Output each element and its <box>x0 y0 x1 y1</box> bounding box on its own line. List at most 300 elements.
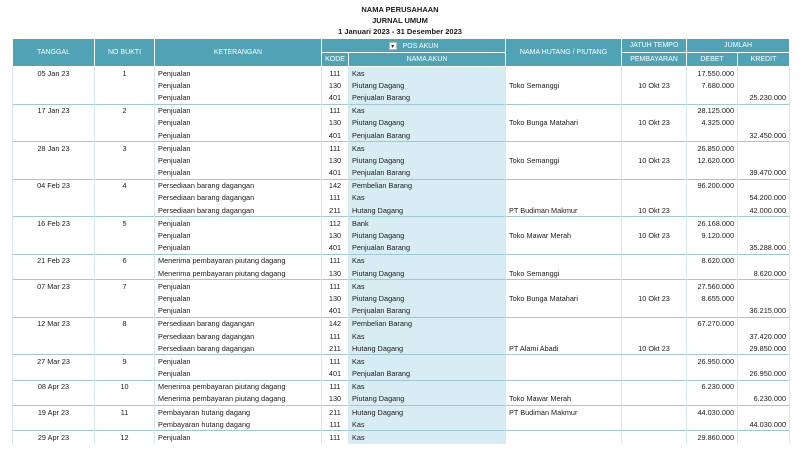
cell-jatuh-tempo[interactable] <box>622 67 687 80</box>
cell-kredit[interactable] <box>738 380 790 393</box>
cell-kode[interactable]: 130 <box>322 292 349 304</box>
cell-keterangan[interactable]: Penjualan <box>155 142 322 155</box>
cell-kode[interactable]: 401 <box>322 368 349 381</box>
table-row <box>13 129 790 142</box>
cell-debet[interactable] <box>687 342 738 355</box>
cell-kredit[interactable]: 8.620.000 <box>738 267 790 280</box>
cell-tanggal[interactable] <box>13 79 95 91</box>
col-kode[interactable]: KODE <box>322 53 349 67</box>
cell-tanggal[interactable]: 08 Apr 23 <box>13 380 95 393</box>
table-row <box>13 217 790 230</box>
cell-jatuh-tempo[interactable] <box>622 142 687 155</box>
cell-kode[interactable]: 111 <box>322 280 349 293</box>
cell-nama-akun[interactable]: Kas <box>349 280 506 293</box>
report-title: JURNAL UMUM <box>372 16 428 25</box>
cell-nama-akun[interactable]: Kas <box>349 330 506 342</box>
table-row <box>13 91 790 104</box>
company-name: NAMA PERUSAHAAN <box>361 5 439 14</box>
cell-nama-hutang-piutang[interactable] <box>506 431 622 444</box>
cell-debet[interactable]: 26.850.000 <box>687 142 738 155</box>
cell-nama-hutang-piutang[interactable]: PT Alami Abadi <box>506 342 622 355</box>
cell-kredit[interactable]: 29.850.000 <box>738 342 790 355</box>
cell-no-bukti[interactable]: 6 <box>95 254 155 267</box>
col-keterangan[interactable]: KETERANGAN <box>155 39 322 67</box>
cell-debet[interactable] <box>687 242 738 255</box>
cell-no-bukti[interactable] <box>95 129 155 142</box>
cell-debet[interactable]: 8.620.000 <box>687 254 738 267</box>
table-row <box>13 280 790 293</box>
cell-tanggal[interactable] <box>13 368 95 381</box>
cell-nama-akun[interactable]: Penjualan Barang <box>349 368 506 381</box>
cell-tanggal[interactable]: 12 Mar 23 <box>13 317 95 330</box>
cell-keterangan[interactable]: Penjualan <box>155 431 322 444</box>
cell-kode[interactable]: 142 <box>322 317 349 330</box>
cell-no-bukti[interactable] <box>95 393 155 406</box>
cell-nama-akun[interactable]: Hutang Dagang <box>349 204 506 217</box>
cell-nama-hutang-piutang[interactable] <box>506 305 622 318</box>
cell-keterangan[interactable]: Persediaan barang dagangan <box>155 179 322 192</box>
cell-debet[interactable] <box>687 192 738 204</box>
cell-kode[interactable]: 111 <box>322 142 349 155</box>
cell-jatuh-tempo[interactable]: 10 Okt 23 <box>622 229 687 241</box>
cell-kode[interactable]: 211 <box>322 406 349 419</box>
cell-kode[interactable]: 130 <box>322 154 349 166</box>
cell-debet[interactable] <box>687 91 738 104</box>
cell-tanggal[interactable]: 07 Mar 23 <box>13 280 95 293</box>
cell-jatuh-tempo[interactable] <box>622 192 687 204</box>
filter-dropdown-icon[interactable]: ▾ <box>389 42 397 50</box>
cell-jatuh-tempo[interactable] <box>622 179 687 192</box>
cell-jatuh-tempo[interactable] <box>622 393 687 406</box>
cell-no-bukti[interactable]: 9 <box>95 355 155 368</box>
cell-jatuh-tempo[interactable] <box>622 380 687 393</box>
cell-kode[interactable]: 111 <box>322 380 349 393</box>
cell-nama-hutang-piutang[interactable] <box>506 242 622 255</box>
cell-jatuh-tempo[interactable] <box>622 355 687 368</box>
cell-no-bukti[interactable]: 3 <box>95 142 155 155</box>
cell-tanggal[interactable] <box>13 167 95 180</box>
cell-debet[interactable] <box>687 418 738 431</box>
cell-nama-akun[interactable]: Penjualan Barang <box>349 305 506 318</box>
cell-nama-hutang-piutang[interactable] <box>506 368 622 381</box>
cell-keterangan[interactable]: Penjualan <box>155 129 322 142</box>
cell-keterangan[interactable]: Pembayaran hutang dagang <box>155 406 322 419</box>
cell-nama-akun[interactable]: Hutang Dagang <box>349 406 506 419</box>
cell-tanggal[interactable] <box>13 292 95 304</box>
cell-nama-akun[interactable]: Kas <box>349 142 506 155</box>
cell-tanggal[interactable]: 04 Feb 23 <box>13 179 95 192</box>
cell-keterangan[interactable]: Penjualan <box>155 368 322 381</box>
cell-nama-hutang-piutang[interactable] <box>506 104 622 117</box>
cell-nama-akun[interactable]: Piutang Dagang <box>349 292 506 304</box>
cell-jatuh-tempo[interactable] <box>622 104 687 117</box>
cell-kredit[interactable]: 25.230.000 <box>738 91 790 104</box>
cell-keterangan[interactable]: Penjualan <box>155 67 322 80</box>
cell-nama-akun[interactable]: Pembelian Barang <box>349 179 506 192</box>
cell-nama-akun[interactable]: Kas <box>349 254 506 267</box>
cell-no-bukti[interactable]: 5 <box>95 217 155 230</box>
cell-kredit[interactable]: 44.030.000 <box>738 418 790 431</box>
cell-tanggal[interactable]: 27 Mar 23 <box>13 355 95 368</box>
cell-keterangan[interactable]: Persediaan barang dagangan <box>155 342 322 355</box>
cell-nama-akun[interactable]: Penjualan Barang <box>349 91 506 104</box>
report-header <box>0 0 800 34</box>
cell-no-bukti[interactable] <box>95 342 155 355</box>
cell-kode[interactable]: 111 <box>322 355 349 368</box>
cell-jatuh-tempo[interactable] <box>622 167 687 180</box>
cell-nama-hutang-piutang[interactable]: Toko Bunga Matahari <box>506 117 622 129</box>
cell-kredit[interactable] <box>738 142 790 155</box>
cell-debet[interactable]: 26.168.000 <box>687 217 738 230</box>
cell-kredit[interactable]: 37.420.000 <box>738 330 790 342</box>
cell-kode[interactable]: 401 <box>322 305 349 318</box>
cell-kode[interactable]: 401 <box>322 242 349 255</box>
table-row <box>13 380 790 393</box>
cell-keterangan[interactable]: Menerima pembayaran piutang dagang <box>155 254 322 267</box>
cell-no-bukti[interactable]: 2 <box>95 104 155 117</box>
cell-nama-hutang-piutang[interactable]: Toko Mawar Merah <box>506 229 622 241</box>
cell-kode[interactable]: 401 <box>322 167 349 180</box>
cell-debet[interactable]: 67.270.000 <box>687 317 738 330</box>
cell-nama-akun[interactable]: Piutang Dagang <box>349 229 506 241</box>
cell-keterangan[interactable]: Penjualan <box>155 117 322 129</box>
cell-kode[interactable]: 111 <box>322 104 349 117</box>
col-tanggal[interactable]: TANGGAL <box>13 39 95 67</box>
cell-kode[interactable]: 142 <box>322 179 349 192</box>
cell-debet[interactable]: 28.125.000 <box>687 104 738 117</box>
cell-debet[interactable] <box>687 330 738 342</box>
cell-nama-akun[interactable]: Hutang Dagang <box>349 342 506 355</box>
cell-debet[interactable]: 6.230.000 <box>687 380 738 393</box>
cell-no-bukti[interactable] <box>95 154 155 166</box>
cell-nama-hutang-piutang[interactable] <box>506 330 622 342</box>
cell-kredit[interactable]: 54.200.000 <box>738 192 790 204</box>
cell-keterangan[interactable]: Penjualan <box>155 229 322 241</box>
table-row <box>13 342 790 355</box>
cell-nama-akun[interactable]: Kas <box>349 380 506 393</box>
cell-kredit[interactable]: 26.950.000 <box>738 368 790 381</box>
col-jatuh-tempo[interactable]: JATUH TEMPO <box>622 39 687 53</box>
cell-kode[interactable]: 401 <box>322 91 349 104</box>
cell-nama-hutang-piutang[interactable] <box>506 380 622 393</box>
cell-debet[interactable] <box>687 368 738 381</box>
cell-no-bukti[interactable] <box>95 192 155 204</box>
cell-tanggal[interactable] <box>13 154 95 166</box>
col-nama-hutang-piutang[interactable]: NAMA HUTANG / PIUTANG <box>506 39 622 67</box>
cell-tanggal[interactable] <box>13 129 95 142</box>
cell-tanggal[interactable]: 29 Apr 23 <box>13 431 95 444</box>
cell-jatuh-tempo[interactable] <box>622 317 687 330</box>
cell-kredit[interactable]: 6.230.000 <box>738 393 790 406</box>
cell-jatuh-tempo[interactable] <box>622 368 687 381</box>
cell-kredit[interactable] <box>738 154 790 166</box>
cell-debet[interactable]: 12.620.000 <box>687 154 738 166</box>
cell-kredit[interactable]: 32.450.000 <box>738 129 790 142</box>
cell-tanggal[interactable]: 05 Jan 23 <box>13 67 95 80</box>
cell-jatuh-tempo[interactable]: 10 Okt 23 <box>622 204 687 217</box>
cell-nama-hutang-piutang[interactable] <box>506 217 622 230</box>
cell-jatuh-tempo[interactable] <box>622 267 687 280</box>
cell-kredit[interactable] <box>738 67 790 80</box>
cell-kredit[interactable] <box>738 355 790 368</box>
cell-nama-hutang-piutang[interactable]: Toko Mawar Merah <box>506 393 622 406</box>
cell-kredit[interactable] <box>738 217 790 230</box>
cell-kode[interactable]: 211 <box>322 342 349 355</box>
cell-keterangan[interactable]: Penjualan <box>155 292 322 304</box>
cell-tanggal[interactable] <box>13 91 95 104</box>
cell-kode[interactable]: 130 <box>322 79 349 91</box>
table-row <box>13 267 790 280</box>
col-kredit[interactable]: KREDIT <box>738 53 790 67</box>
table-row <box>13 117 790 129</box>
cell-tanggal[interactable] <box>13 204 95 217</box>
cell-jatuh-tempo[interactable] <box>622 217 687 230</box>
cell-kredit[interactable]: 42.000.000 <box>738 204 790 217</box>
table-row <box>13 305 790 318</box>
cell-kode[interactable]: 111 <box>322 254 349 267</box>
cell-jatuh-tempo[interactable] <box>622 254 687 267</box>
cell-nama-akun[interactable]: Kas <box>349 192 506 204</box>
cell-kode[interactable]: 112 <box>322 217 349 230</box>
cell-nama-akun[interactable]: Kas <box>349 418 506 431</box>
cell-kode[interactable]: 111 <box>322 330 349 342</box>
cell-jatuh-tempo[interactable] <box>622 242 687 255</box>
cell-tanggal[interactable] <box>13 342 95 355</box>
col-jumlah[interactable]: JUMLAH <box>687 39 790 53</box>
cell-kredit[interactable] <box>738 229 790 241</box>
cell-nama-akun[interactable]: Piutang Dagang <box>349 154 506 166</box>
cell-nama-hutang-piutang[interactable]: PT Budiman Makmur <box>506 204 622 217</box>
cell-debet[interactable]: 44.030.000 <box>687 406 738 419</box>
cell-no-bukti[interactable]: 8 <box>95 317 155 330</box>
cell-tanggal[interactable] <box>13 418 95 431</box>
report-period: 1 Januari 2023 - 31 Desember 2023 <box>338 27 462 36</box>
cell-kredit[interactable] <box>738 117 790 129</box>
cell-tanggal[interactable] <box>13 267 95 280</box>
cell-tanggal[interactable]: 19 Apr 23 <box>13 406 95 419</box>
cell-nama-akun[interactable]: Piutang Dagang <box>349 117 506 129</box>
cell-keterangan[interactable]: Pembayaran hutang dagang <box>155 418 322 431</box>
cell-keterangan[interactable]: Penjualan <box>155 305 322 318</box>
cell-jatuh-tempo[interactable] <box>622 330 687 342</box>
cell-nama-hutang-piutang[interactable]: Toko Bunga Matahari <box>506 292 622 304</box>
cell-nama-hutang-piutang[interactable] <box>506 192 622 204</box>
cell-kredit[interactable]: 35.288.000 <box>738 242 790 255</box>
cell-keterangan[interactable]: Penjualan <box>155 355 322 368</box>
cell-no-bukti[interactable] <box>95 418 155 431</box>
table-row <box>13 104 790 117</box>
cell-no-bukti[interactable] <box>95 242 155 255</box>
cell-keterangan[interactable]: Persediaan barang dagangan <box>155 330 322 342</box>
cell-no-bukti[interactable] <box>95 167 155 180</box>
cell-kode[interactable]: 111 <box>322 67 349 80</box>
cell-tanggal[interactable]: 16 Feb 23 <box>13 217 95 230</box>
cell-jatuh-tempo[interactable] <box>622 280 687 293</box>
cell-nama-hutang-piutang[interactable]: PT Budiman Makmur <box>506 406 622 419</box>
cell-nama-hutang-piutang[interactable] <box>506 142 622 155</box>
cell-keterangan[interactable]: Penjualan <box>155 79 322 91</box>
cell-debet[interactable]: 7.680.000 <box>687 79 738 91</box>
cell-nama-hutang-piutang[interactable] <box>506 167 622 180</box>
cell-jatuh-tempo[interactable]: 10 Okt 23 <box>622 292 687 304</box>
cell-nama-hutang-piutang[interactable] <box>506 280 622 293</box>
cell-nama-hutang-piutang[interactable]: Toko Semanggi <box>506 154 622 166</box>
cell-debet[interactable]: 17.550.000 <box>687 67 738 80</box>
cell-keterangan[interactable]: Menerima pembayaran piutang dagang <box>155 393 322 406</box>
cell-no-bukti[interactable] <box>95 91 155 104</box>
cell-jatuh-tempo[interactable] <box>622 305 687 318</box>
cell-keterangan[interactable]: Penjualan <box>155 167 322 180</box>
cell-kredit[interactable] <box>738 317 790 330</box>
cell-nama-hutang-piutang[interactable] <box>506 129 622 142</box>
cell-keterangan[interactable]: Penjualan <box>155 104 322 117</box>
cell-no-bukti[interactable] <box>95 368 155 381</box>
cell-debet[interactable]: 4.325.000 <box>687 117 738 129</box>
cell-kredit[interactable] <box>738 254 790 267</box>
cell-nama-akun[interactable]: Penjualan Barang <box>349 242 506 255</box>
cell-nama-akun[interactable]: Kas <box>349 355 506 368</box>
cell-keterangan[interactable]: Persediaan barang dagangan <box>155 317 322 330</box>
col-pos-akun[interactable] <box>322 39 506 53</box>
cell-nama-hutang-piutang[interactable] <box>506 179 622 192</box>
cell-kode[interactable]: 111 <box>322 192 349 204</box>
cell-no-bukti[interactable] <box>95 229 155 241</box>
cell-debet[interactable] <box>687 167 738 180</box>
cell-kredit[interactable] <box>738 292 790 304</box>
col-nama-akun[interactable]: NAMA AKUN <box>349 53 506 67</box>
cell-nama-hutang-piutang[interactable] <box>506 418 622 431</box>
cell-nama-akun[interactable]: Bank <box>349 217 506 230</box>
cell-kode[interactable]: 130 <box>322 117 349 129</box>
cell-debet[interactable]: 26.950.000 <box>687 355 738 368</box>
cell-keterangan[interactable]: Penjualan <box>155 280 322 293</box>
cell-debet[interactable] <box>687 393 738 406</box>
cell-nama-akun[interactable]: Piutang Dagang <box>349 267 506 280</box>
col-no-bukti[interactable]: NO BUKTI <box>95 39 155 67</box>
cell-jatuh-tempo[interactable] <box>622 406 687 419</box>
cell-tanggal[interactable] <box>13 330 95 342</box>
cell-no-bukti[interactable]: 1 <box>95 67 155 80</box>
cell-kode[interactable]: 111 <box>322 418 349 431</box>
table-row <box>13 431 790 444</box>
cell-no-bukti[interactable]: 10 <box>95 380 155 393</box>
cell-jatuh-tempo[interactable]: 10 Okt 23 <box>622 79 687 91</box>
cell-kredit[interactable] <box>738 280 790 293</box>
cell-nama-hutang-piutang[interactable] <box>506 355 622 368</box>
cell-no-bukti[interactable]: 7 <box>95 280 155 293</box>
cell-debet[interactable] <box>687 129 738 142</box>
cell-keterangan[interactable]: Penjualan <box>155 154 322 166</box>
cell-nama-akun[interactable]: Kas <box>349 431 506 444</box>
cell-keterangan[interactable]: Penjualan <box>155 91 322 104</box>
cell-kredit[interactable] <box>738 79 790 91</box>
cell-no-bukti[interactable] <box>95 267 155 280</box>
table-row <box>13 142 790 155</box>
cell-kredit[interactable]: 39.470.000 <box>738 167 790 180</box>
cell-tanggal[interactable] <box>13 393 95 406</box>
cell-no-bukti[interactable]: 4 <box>95 179 155 192</box>
cell-no-bukti[interactable] <box>95 292 155 304</box>
cell-keterangan[interactable]: Penjualan <box>155 217 322 230</box>
cell-nama-hutang-piutang[interactable] <box>506 317 622 330</box>
cell-kredit[interactable] <box>738 431 790 444</box>
cell-kredit[interactable] <box>738 406 790 419</box>
cell-kredit[interactable]: 36.215.000 <box>738 305 790 318</box>
cell-jatuh-tempo[interactable] <box>622 418 687 431</box>
cell-tanggal[interactable] <box>13 305 95 318</box>
cell-no-bukti[interactable] <box>95 79 155 91</box>
col-pembayaran[interactable]: PEMBAYARAN <box>622 53 687 67</box>
cell-no-bukti[interactable]: 11 <box>95 406 155 419</box>
cell-keterangan[interactable]: Penjualan <box>155 242 322 255</box>
col-debet[interactable]: DEBET <box>687 53 738 67</box>
cell-kredit[interactable] <box>738 104 790 117</box>
cell-kode[interactable]: 130 <box>322 267 349 280</box>
cell-debet[interactable]: 27.560.000 <box>687 280 738 293</box>
cell-tanggal[interactable] <box>13 229 95 241</box>
cell-jatuh-tempo[interactable]: 10 Okt 23 <box>622 154 687 166</box>
cell-jatuh-tempo[interactable] <box>622 431 687 444</box>
cell-kode[interactable]: 111 <box>322 431 349 444</box>
cell-no-bukti[interactable] <box>95 330 155 342</box>
cell-nama-akun[interactable]: Pembelian Barang <box>349 317 506 330</box>
cell-nama-hutang-piutang[interactable] <box>506 91 622 104</box>
cell-nama-hutang-piutang[interactable] <box>506 254 622 267</box>
cell-keterangan[interactable]: Menerima pembayaran piutang dagang <box>155 380 322 393</box>
cell-nama-akun[interactable]: Penjualan Barang <box>349 167 506 180</box>
cell-jatuh-tempo[interactable] <box>622 129 687 142</box>
cell-no-bukti[interactable] <box>95 117 155 129</box>
cell-keterangan[interactable]: Persediaan barang dagangan <box>155 204 322 217</box>
cell-nama-hutang-piutang[interactable]: Toko Semanggi <box>506 79 622 91</box>
cell-no-bukti[interactable] <box>95 204 155 217</box>
cell-nama-akun[interactable]: Piutang Dagang <box>349 79 506 91</box>
cell-kode[interactable]: 401 <box>322 129 349 142</box>
cell-debet[interactable]: 29.860.000 <box>687 431 738 444</box>
cell-debet[interactable]: 96.200.000 <box>687 179 738 192</box>
cell-jatuh-tempo[interactable]: 10 Okt 23 <box>622 342 687 355</box>
cell-tanggal[interactable] <box>13 242 95 255</box>
cell-debet[interactable]: 8.655.000 <box>687 292 738 304</box>
cell-debet[interactable] <box>687 267 738 280</box>
cell-nama-akun[interactable]: Piutang Dagang <box>349 393 506 406</box>
cell-tanggal[interactable]: 21 Feb 23 <box>13 254 95 267</box>
cell-keterangan[interactable]: Persediaan barang dagangan <box>155 192 322 204</box>
cell-tanggal[interactable] <box>13 117 95 129</box>
cell-no-bukti[interactable]: 12 <box>95 431 155 444</box>
cell-nama-hutang-piutang[interactable] <box>506 67 622 80</box>
cell-jatuh-tempo[interactable]: 10 Okt 23 <box>622 117 687 129</box>
cell-tanggal[interactable]: 17 Jan 23 <box>13 104 95 117</box>
table-row <box>13 418 790 431</box>
cell-kode[interactable]: 211 <box>322 204 349 217</box>
cell-debet[interactable]: 9.120.000 <box>687 229 738 241</box>
cell-no-bukti[interactable] <box>95 305 155 318</box>
cell-nama-akun[interactable]: Kas <box>349 67 506 80</box>
cell-tanggal[interactable]: 28 Jan 23 <box>13 142 95 155</box>
cell-tanggal[interactable] <box>13 192 95 204</box>
cell-kredit[interactable] <box>738 179 790 192</box>
cell-nama-akun[interactable]: Penjualan Barang <box>349 129 506 142</box>
cell-kode[interactable]: 130 <box>322 229 349 241</box>
cell-jatuh-tempo[interactable] <box>622 91 687 104</box>
cell-debet[interactable] <box>687 204 738 217</box>
cell-debet[interactable] <box>687 305 738 318</box>
cell-nama-akun[interactable]: Kas <box>349 104 506 117</box>
cell-keterangan[interactable]: Menerima pembayaran piutang dagang <box>155 267 322 280</box>
cell-nama-hutang-piutang[interactable]: Toko Semanggi <box>506 267 622 280</box>
cell-kode[interactable]: 130 <box>322 393 349 406</box>
